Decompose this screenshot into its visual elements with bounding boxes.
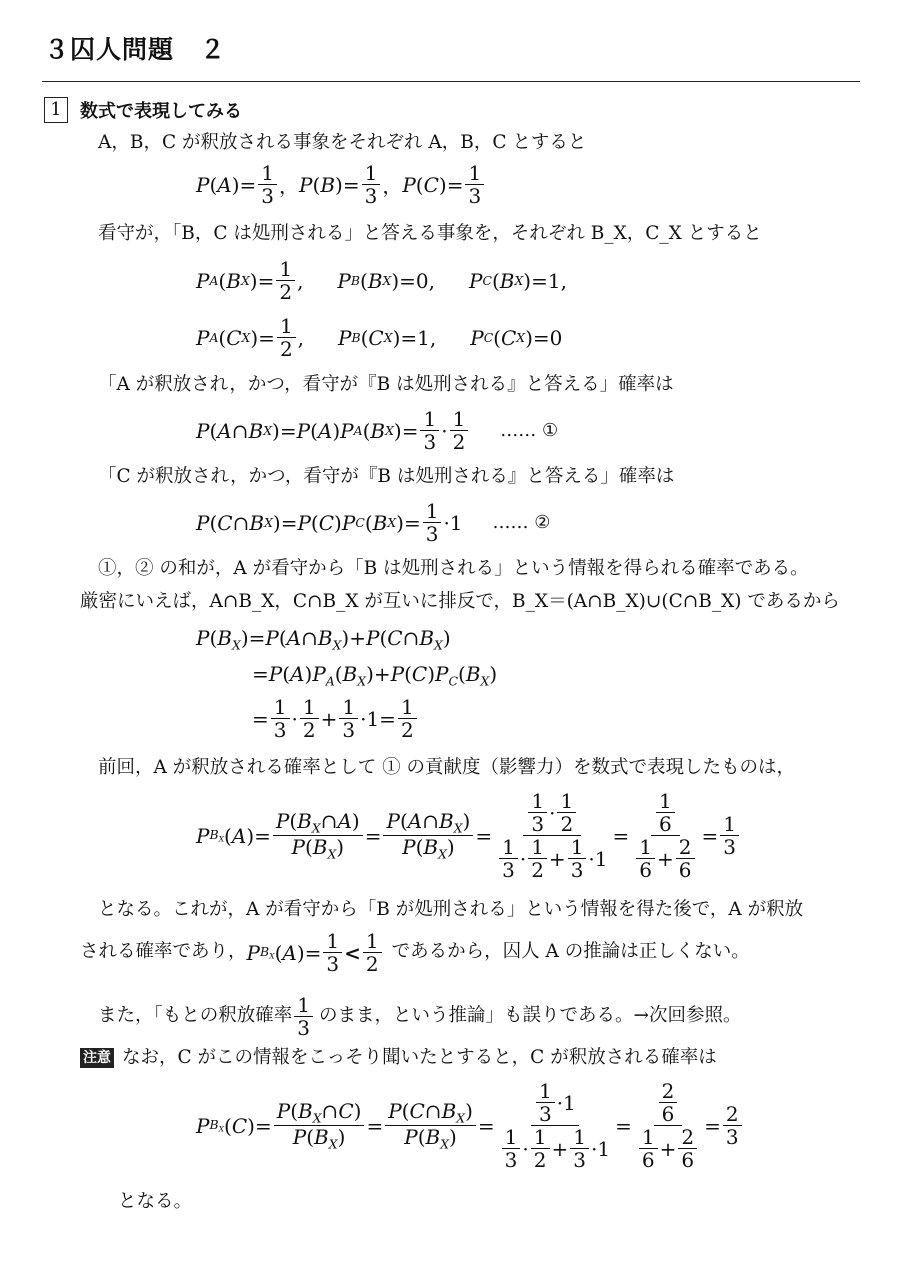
inequality-prefix: される確率であり，	[80, 941, 247, 963]
inequality-formula: P $B_X$ ( A )= $\frac{1}{3}$ < $\frac{1}{2}$	[247, 930, 384, 975]
formula-case-c: P ( C ∩ B X )= P ( C ) P C ( B X )= $\frac{1}{3}$ ·1 …… ②	[196, 499, 551, 546]
formula-posterior-a: P $B_X$ ( A )= $\frac{P(B_X\cap A)}{P(B_X)}$ = $\frac{P(A\cap B_X)}{P(B_X)}$ = $\frac{1}{3}$ · $\frac{1}{2}$ $\frac{1}{3}$ · $\frac{1}{2}$ + $\frac{1}{3}$ ·1 = $\frac{1}{6}$ $\frac{1}{6}$ + $\frac{2}{6}$ = $\frac{1}{3}$	[196, 790, 741, 881]
also-prefix: また，「もとの釈放確率	[98, 1005, 293, 1027]
text-line-case-c: 「C が釈放され，かつ，看守が『B は処刑される』と答える」確率は	[98, 466, 675, 487]
text-line-sum: ①，② の和が，A が看守から「B は処刑される」という情報を得られる確率である。	[98, 558, 809, 579]
text-line-guard: 看守が，「B，C は処刑される」と答える事象を，それぞれ B_X，C_X とすると	[98, 223, 762, 244]
note-tag: 注意	[80, 1048, 114, 1068]
formula-prior: P ( A )= $\frac{1}{3}$ ， P ( B )= $\frac{1}{3}$ ， P ( C )= $\frac{1}{3}$	[196, 162, 486, 207]
section-heading: 数式で表現してみる	[80, 101, 242, 122]
text-line-strict: 厳密にいえば，A∩B_X，C∩B_X が互いに排反で，B_X＝(A∩B_X)∪(C∩B_X) であるから	[80, 591, 840, 612]
formula-total-3: = $\frac{1}{3}$ · $\frac{1}{2}$ + $\frac{1}{3}$ ·1= $\frac{1}{2}$	[252, 696, 419, 741]
text-line-also	[98, 994, 742, 1039]
also-suffix: のまま，という推論」も誤りである。→次回参照。	[319, 1005, 742, 1027]
text-line-conclusion: となる。これが，A が看守から「B が処刑される」という情報を得た後で，A が釈放	[98, 899, 804, 920]
formula-total-2: $=P(A)P_A(B_X)+P(C)P_C(B_X)$	[252, 662, 498, 689]
formula-case-a: P ( A ∩ B X )= P ( A ) P A ( B X )= $\frac{1}{3}$ · $\frac{1}{2}$ …… ①	[196, 407, 559, 454]
inequality-suffix: であるから，囚人 A の推論は正しくない。	[391, 941, 750, 963]
formula-total-1: $P(B_X)=P(A\cap B_X)+P(C\cap B_X)$	[196, 626, 451, 653]
formula-cond-b: P A ( B X )= $\frac{1}{2}$ , P B ( B X )=0, P C ( B X )=1,	[196, 257, 567, 304]
formula-posterior-c: P $B_X$ ( C )= $\frac{P(B_X\cap C)}{P(B_X)}$ = $\frac{P(C\cap B_X)}{P(B_X)}$ = $\frac{1}{3}$ ·1 $\frac{1}{3}$ · $\frac{1}{2}$ + $\frac{1}{3}$ ·1 = $\frac{2}{6}$ $\frac{1}{6}$ + $\frac{2}{6}$ = $\frac{2}{3}$	[196, 1080, 744, 1171]
note-text: なお，C がこの情報をこっそり聞いたとすると，C が釈放される確率は	[122, 1047, 717, 1068]
text-line-inequality	[80, 930, 750, 975]
title-rule	[42, 81, 860, 82]
text-line-note	[80, 1046, 717, 1070]
mark-circ1: …… ①	[500, 420, 559, 441]
mark-circ2: …… ②	[492, 512, 551, 533]
text-line-events: A，B，C が釈放される事象をそれぞれ A，B，C とすると	[98, 132, 587, 153]
section-number-box: 1	[44, 97, 68, 123]
page-title: ３囚人問題 ２	[44, 35, 227, 64]
text-line-end: となる。	[118, 1191, 193, 1212]
also-fraction: $\frac{1}{3}$	[294, 994, 313, 1039]
text-line-previous: 前回，A が釈放される確率として ① の貢献度（影響力）を数式で表現したものは，	[98, 757, 796, 778]
formula-cond-c: P A ( C X )= $\frac{1}{2}$ , P B ( C X )=1, P C ( C X )=0	[196, 314, 563, 361]
text-line-case-a: 「A が釈放され，かつ，看守が『B は処刑される』と答える」確率は	[98, 374, 674, 395]
